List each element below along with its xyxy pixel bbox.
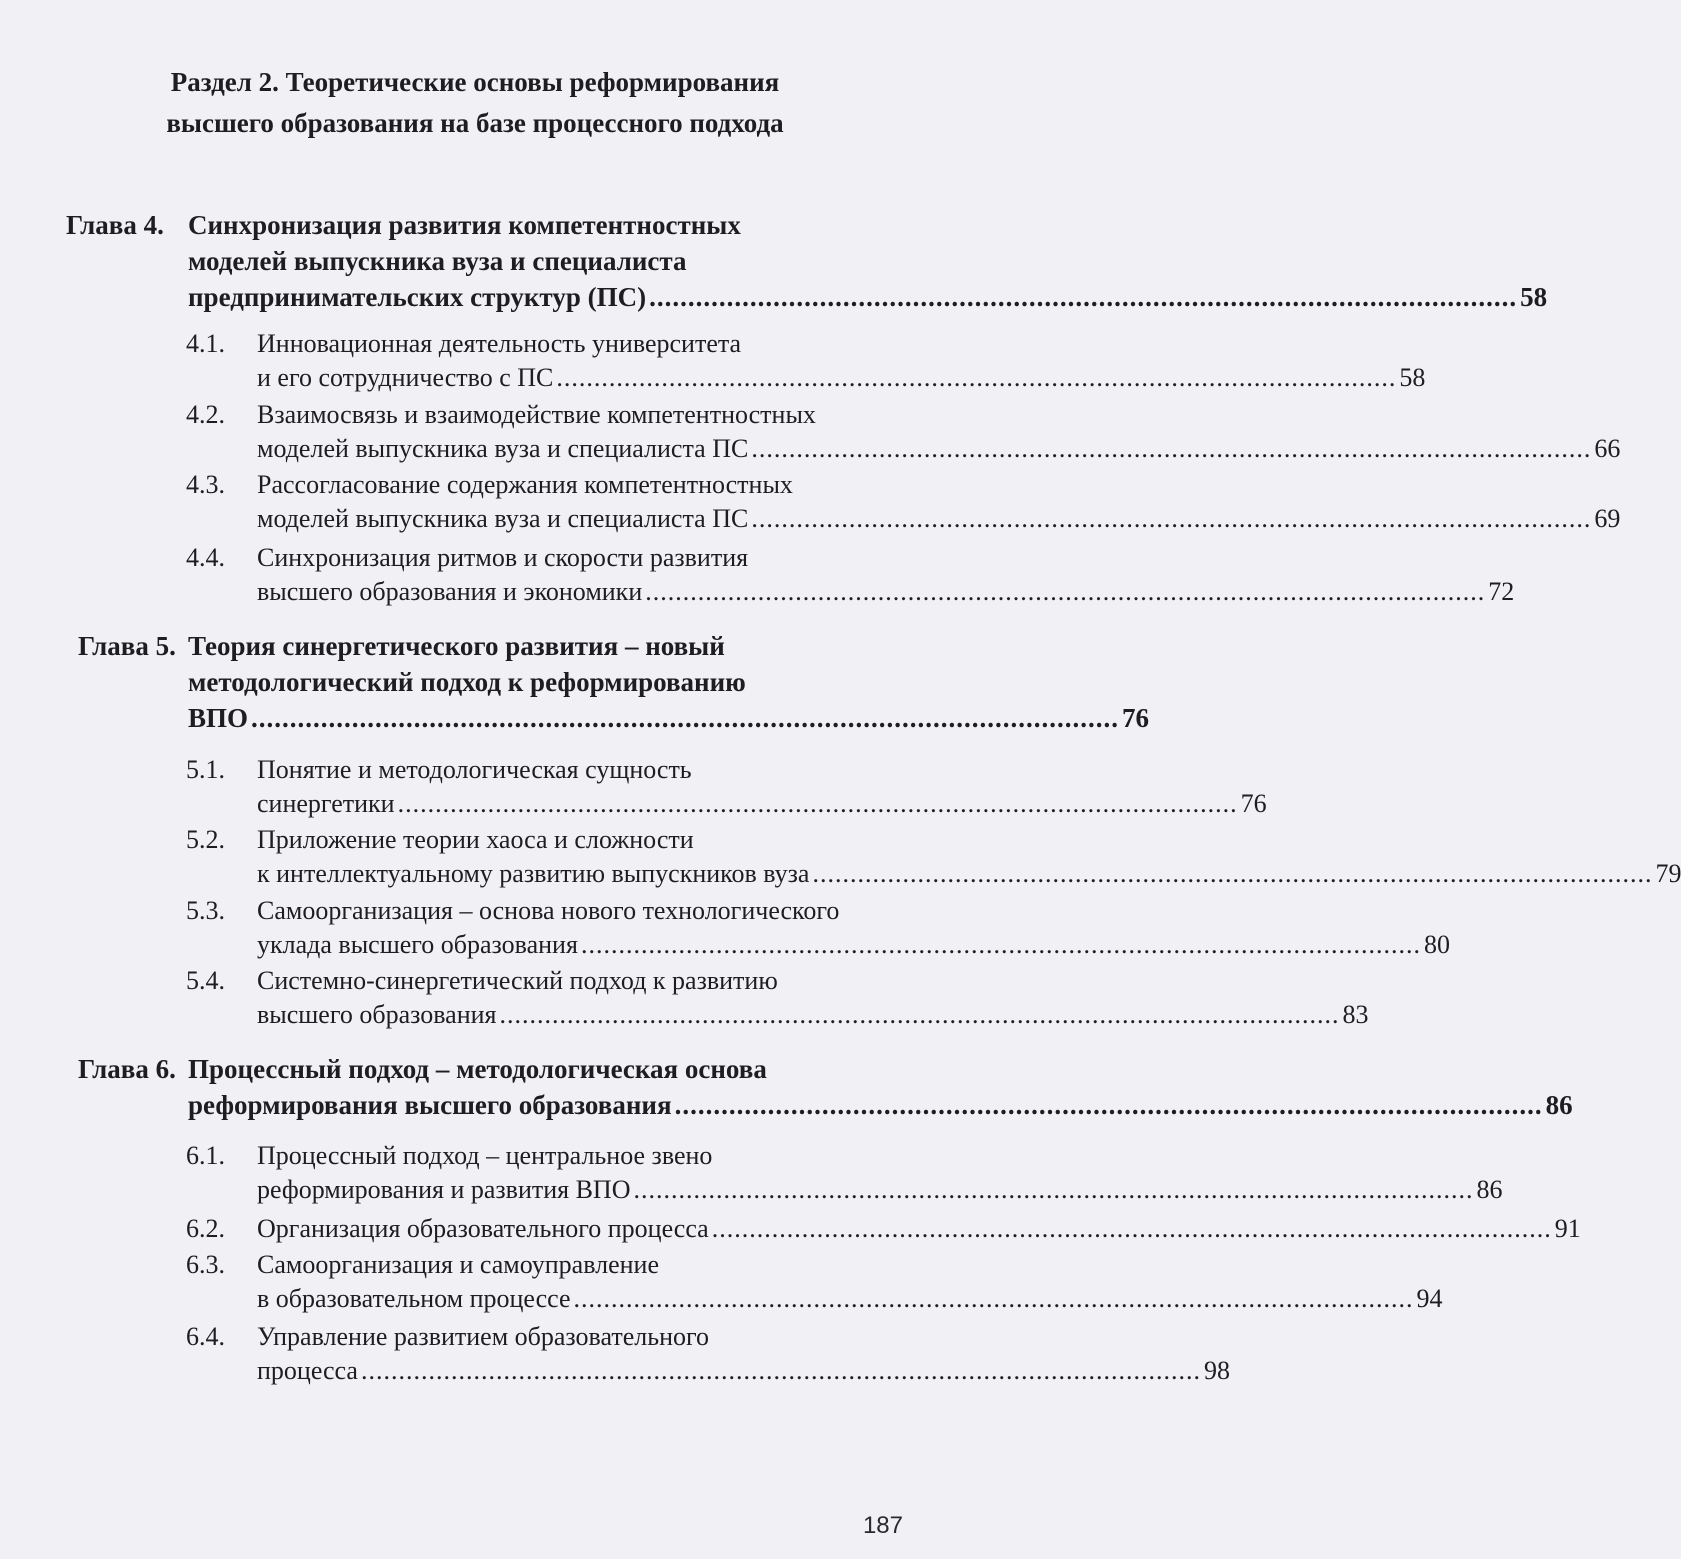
entry-title-line: Понятие и методологическая сущность <box>257 755 692 784</box>
leader-dots: ................................................................................................................ <box>580 930 1421 959</box>
entry-title-line: Самоорганизация и самоуправление <box>257 1250 660 1279</box>
leader-dots: ................................................................................................................ <box>251 703 1120 733</box>
leader-dots: ................................................................................................................ <box>556 363 1397 392</box>
entry-title-line: Инновационная деятельность университета <box>257 329 742 358</box>
entry-title-last-line: в образовательном процессе <box>257 1284 571 1313</box>
leader-dots: ................................................................................................................ <box>397 789 1238 818</box>
chapter-4-title-line-2: моделей выпускника вуза и специалиста <box>188 246 687 276</box>
chapter-4-prefix: Глава 4. <box>66 210 164 240</box>
entry-page: 72 <box>1488 577 1515 606</box>
section-title-line-2: высшего образования на базе процессного подхода <box>166 108 784 138</box>
entry-page: 66 <box>1594 434 1621 463</box>
chapter-5-title-line-3: ВПО <box>188 703 249 733</box>
section-title-line-1: Раздел 2. Теоретические основы реформирования <box>170 67 780 97</box>
entry-title-last-line: реформирования и развития ВПО <box>257 1175 631 1204</box>
chapter-6-title-line-2: реформирования высшего образования <box>188 1090 672 1120</box>
entry-page: 83 <box>1342 1000 1369 1029</box>
entry-title-line: Взаимосвязь и взаимодействие компетентностных <box>257 400 816 429</box>
entry-number: 5.4. <box>186 966 225 995</box>
entry-page: 98 <box>1203 1356 1230 1385</box>
entry-number: 6.4. <box>186 1322 225 1351</box>
leader-dots: ................................................................................................................ <box>649 282 1518 312</box>
entry-title-last-line: и его сотрудничество с ПС <box>257 363 554 392</box>
chapter-4-title-line-1: Синхронизация развития компетентностных <box>188 210 741 240</box>
entry-title-last-line: моделей выпускника вуза и специалиста ПС <box>257 504 749 533</box>
chapter-4-heading <box>66 207 1548 315</box>
leader-dots: ................................................................................................................ <box>645 577 1486 606</box>
chapter-6-title-line-1: Процессный подход – методологическая основа <box>188 1054 767 1084</box>
entry-title-last-line: Организация образовательного процесса <box>257 1214 709 1243</box>
chapter-4-title-line-3: предпринимательских структур (ПС) <box>188 282 647 312</box>
entry-page: 79 <box>1655 859 1681 888</box>
leader-dots: ................................................................................................................ <box>573 1284 1414 1313</box>
entry-page: 76 <box>1240 789 1267 818</box>
chapter-4-page: 58 <box>1520 282 1548 312</box>
chapter-5-heading <box>78 628 1150 736</box>
entry-page: 94 <box>1416 1284 1443 1313</box>
entry-title-line: Рассогласование содержания компетентностных <box>257 470 793 499</box>
entry-number: 4.2. <box>186 400 225 429</box>
entry-number: 5.1. <box>186 755 225 784</box>
section-title <box>60 62 890 144</box>
entry-number: 5.2. <box>186 825 225 854</box>
entry-page: 80 <box>1423 930 1450 959</box>
entry-title-line: Управление развитием образовательного <box>257 1322 710 1351</box>
chapter-5-title-line-2: методологический подход к реформированию <box>188 667 746 697</box>
entry-title-last-line: процесса <box>257 1356 358 1385</box>
entry-title-last-line: уклада высшего образования <box>257 930 578 959</box>
entry-number: 5.3. <box>186 896 225 925</box>
entry-number: 4.3. <box>186 470 225 499</box>
entry-title-line: Системно-синергетический подход к развитию <box>257 966 778 995</box>
entry-number: 6.2. <box>186 1214 225 1243</box>
entry-number: 6.1. <box>186 1141 225 1170</box>
chapter-6-page: 86 <box>1545 1090 1573 1120</box>
entry-title-last-line: моделей выпускника вуза и специалиста ПС <box>257 434 749 463</box>
entry-title-last-line: к интеллектуальному развитию выпускников вуза <box>257 859 810 888</box>
entry-title-line: Синхронизация ритмов и скорости развития <box>257 543 749 572</box>
leader-dots: ................................................................................................................ <box>633 1175 1474 1204</box>
chapter-6-prefix: Глава 6. <box>78 1054 176 1084</box>
leader-dots: ................................................................................................................ <box>751 504 1592 533</box>
entry-number: 6.3. <box>186 1250 225 1279</box>
chapter-6-heading <box>78 1051 1573 1123</box>
entry-title-line: Приложение теории хаоса и сложности <box>257 825 694 854</box>
entry-title-last-line: высшего образования <box>257 1000 497 1029</box>
entry-page: 69 <box>1594 504 1621 533</box>
entry-title-last-line: высшего образования и экономики <box>257 577 643 606</box>
leader-dots: ................................................................................................................ <box>751 434 1592 463</box>
chapter-5-prefix: Глава 5. <box>78 631 176 661</box>
entry-number: 4.4. <box>186 543 225 572</box>
leader-dots: ................................................................................................................ <box>674 1090 1543 1120</box>
entry-page: 86 <box>1476 1175 1503 1204</box>
chapter-5-title-line-1: Теория синергетического развития – новый <box>188 631 725 661</box>
entry-title-last-line: синергетики <box>257 789 395 818</box>
chapter-5-page: 76 <box>1122 703 1150 733</box>
entry-title-line: Самоорганизация – основа нового технологического <box>257 896 840 925</box>
entry-title-line: Процессный подход – центральное звено <box>257 1141 713 1170</box>
entry-number: 4.1. <box>186 329 225 358</box>
leader-dots: ................................................................................................................ <box>711 1214 1552 1243</box>
entry-page: 91 <box>1554 1214 1581 1243</box>
page-number: 187 <box>862 1512 903 1539</box>
leader-dots: ................................................................................................................ <box>499 1000 1340 1029</box>
entry-page: 58 <box>1399 363 1426 392</box>
leader-dots: ................................................................................................................ <box>812 859 1653 888</box>
leader-dots: ................................................................................................................ <box>360 1356 1201 1385</box>
